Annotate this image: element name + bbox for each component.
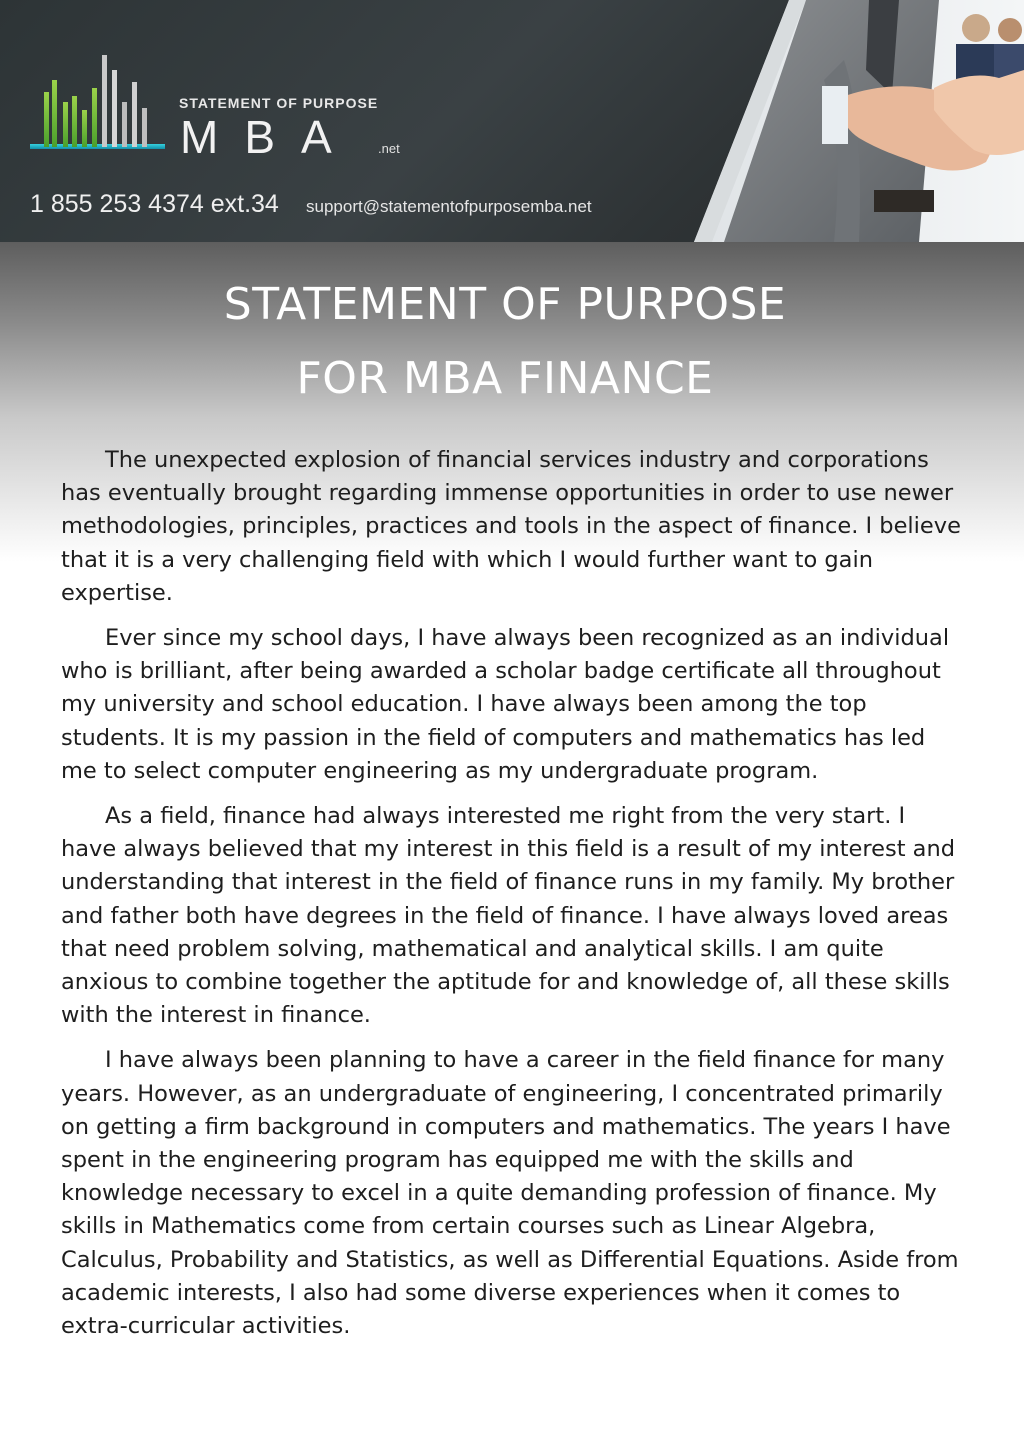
page-title	[0, 268, 1010, 416]
logo-name: MBA	[180, 111, 358, 163]
paragraph-4: I have always been planning to have a career in the field finance for many years. However, as an undergraduate of engineering, I concentrated primarily on getting a firm background in computers and mathematics. The years I have spent in the engineering program has equipped me with the skills and knowledge necessary to excel in a quite demanding profession of finance. My skills in Mathematics come from certain courses such as Linear Algebra, Calculus, Probability and Statistics, as well as Differential Equations. Aside from academic interests, I also had some diverse experiences when it comes to extra-curricular activities.	[61, 1047, 959, 1340]
paragraph-3: As a field, finance had always interested me right from the very start. I have always believed that my interest in this field is a result of my interest and understanding that interest in the field of finance runs in my family. My brother and father both have degrees in the field of finance. I have always loved areas that need problem solving, mathematical and analytical skills. I am quite anxious to combine together the aptitude for and knowledge of, all these skills with the interest in finance.	[61, 803, 956, 1029]
logo-tagline: STATEMENT OF PURPOSE	[179, 95, 379, 111]
paragraph-2: Ever since my school days, I have always been recognized as an individual who is brilliant, after being awarded a scholar badge certificate all throughout my university and school education. I have always been among the top students. It is my passion in the field of computers and mathematics has led me to select computer engineering as my undergraduate program.	[61, 625, 950, 784]
handshake-photo	[694, 0, 1024, 242]
phone-number: 1 855 253 4374 ext.34	[30, 190, 279, 218]
document-body	[61, 444, 965, 1355]
header-banner	[0, 0, 1024, 242]
paragraph-1: The unexpected explosion of financial services industry and corporations has eventually brought regarding immense opportunities in order to use newer methodologies, principles, practices and tools in the aspect of finance. I believe that it is a very challenging field with which I would further want to gain expertise.	[61, 447, 961, 606]
logo-suffix: .net	[378, 141, 400, 156]
title-line-2: FOR MBA FINANCE	[296, 353, 714, 404]
title-line-1: STATEMENT OF PURPOSE	[223, 279, 787, 330]
support-email: support@statementofpurposemba.net	[306, 197, 592, 216]
logo-bar-chart-icon	[30, 52, 165, 156]
